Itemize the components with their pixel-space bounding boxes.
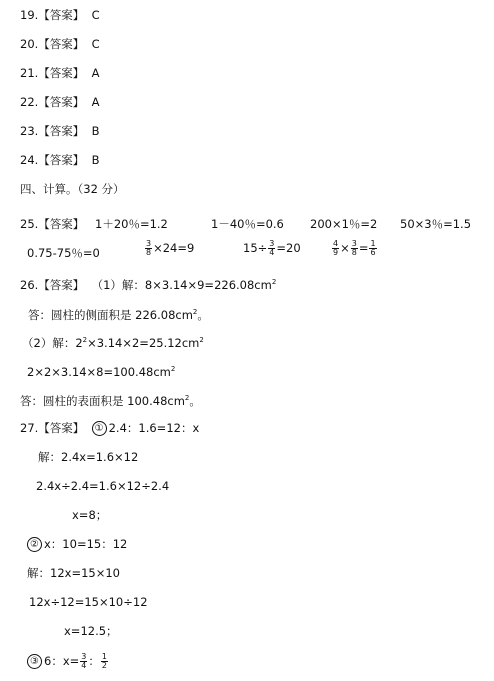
q27-step: 12x÷12=15×10÷12 [29, 595, 148, 609]
q27-line-1: 27.【答案】 ① 2.4：1.6=12：x [20, 421, 200, 435]
answer-tag: 【答案】 [38, 124, 85, 138]
fraction: $\frac{3}{4}$ [81, 652, 87, 670]
q27-step: x=8； [72, 508, 108, 522]
answer-value: B [91, 153, 100, 167]
answer-line-22 [20, 94, 99, 110]
q25-item-6: $\frac{3}{8}$ ×24=9 [146, 239, 195, 257]
q27-line-3: ③ 6：x= $\frac{3}{4}$ ： $\frac{1}{2}$ [27, 653, 109, 670]
question-number: 27. [20, 421, 39, 435]
q27-step: 解：12x=15×10 [27, 566, 120, 580]
answer-line-23 [20, 123, 100, 139]
section-heading: 四、计算。（32 分） [20, 182, 125, 196]
answer-line-19 [20, 7, 100, 23]
q25-item-7: 15÷ $\frac{3}{4}$ =20 [243, 239, 301, 257]
answer-value: C [91, 8, 100, 22]
circled-number-3: ③ [27, 654, 42, 669]
answer-value: A [91, 66, 100, 80]
q27-step: x=12.5； [64, 624, 118, 638]
q27-line-2: ② x：10=15：12 [27, 536, 127, 552]
answer-tag: 【答案】 [38, 277, 85, 292]
question-number: 24. [20, 153, 39, 167]
fraction: $\frac{4}{9}$ [333, 239, 339, 257]
fraction: $\frac{1}{2}$ [101, 652, 107, 670]
q25-item-2: 1－40％=0.6 [211, 217, 284, 231]
q25-item-4: 50×3％=1.5 [400, 217, 472, 231]
answer-tag: 【答案】 [38, 421, 85, 435]
question-number: 20. [20, 37, 39, 51]
q27-step: 解：2.4x=1.6×12 [38, 450, 139, 464]
answer-value: A [91, 95, 100, 109]
circled-number-2: ② [27, 537, 42, 552]
answer-tag: 【答案】 [38, 8, 85, 22]
question-number: 26. [20, 277, 39, 292]
fraction: $\frac{3}{8}$ [146, 239, 152, 257]
question-number: 25. [20, 217, 39, 231]
answer-value: B [91, 124, 100, 138]
answer-tag: 【答案】 [38, 217, 85, 231]
question-number: 22. [20, 95, 39, 109]
q25-item-3: 200×1％=2 [310, 217, 378, 231]
answer-tag: 【答案】 [38, 153, 85, 167]
q26-line-3: （2）解：$2^2\times 3.14\times 2=25.12cm^2$ [22, 335, 204, 350]
fraction: $\frac{3}{4}$ [269, 239, 275, 257]
q26-line-4: $2\times 2\times 3.14\times 8=100.48cm^2$ [27, 364, 176, 379]
q27-step: 2.4x÷2.4=1.6×12÷2.4 [36, 479, 170, 493]
q26-line-5: 答：圆柱的表面积是 $100.48cm^2$。 [20, 393, 201, 408]
answer-tag: 【答案】 [38, 37, 85, 51]
question-number: 19. [20, 8, 39, 22]
q25-header [20, 216, 84, 232]
q25-item-8: $\frac{4}{9}$ × $\frac{3}{8}$ = $\frac{1}{6}$ [333, 239, 376, 257]
question-number: 21. [20, 66, 39, 80]
q25-item-5: 0.75-75％=0 [27, 246, 100, 260]
answer-value: C [91, 37, 100, 51]
q26-line-1: 26.【答案】 （1）解：$8\times 3.14\times 9=226.08cm^2$ [20, 277, 277, 292]
answer-tag: 【答案】 [38, 95, 85, 109]
q25-item-1: 1＋20％=1.2 [95, 217, 168, 231]
answer-line-21 [20, 65, 99, 81]
answer-tag: 【答案】 [38, 66, 85, 80]
fraction: $\frac{1}{6}$ [370, 239, 376, 257]
circled-number-1: ① [92, 421, 107, 436]
q26-line-2: 答：圆柱的侧面积是 $226.08cm^2$。 [28, 307, 209, 322]
fraction: $\frac{3}{8}$ [351, 239, 357, 257]
answer-line-24 [20, 152, 100, 168]
answer-line-20 [20, 36, 100, 52]
question-number: 23. [20, 124, 39, 138]
